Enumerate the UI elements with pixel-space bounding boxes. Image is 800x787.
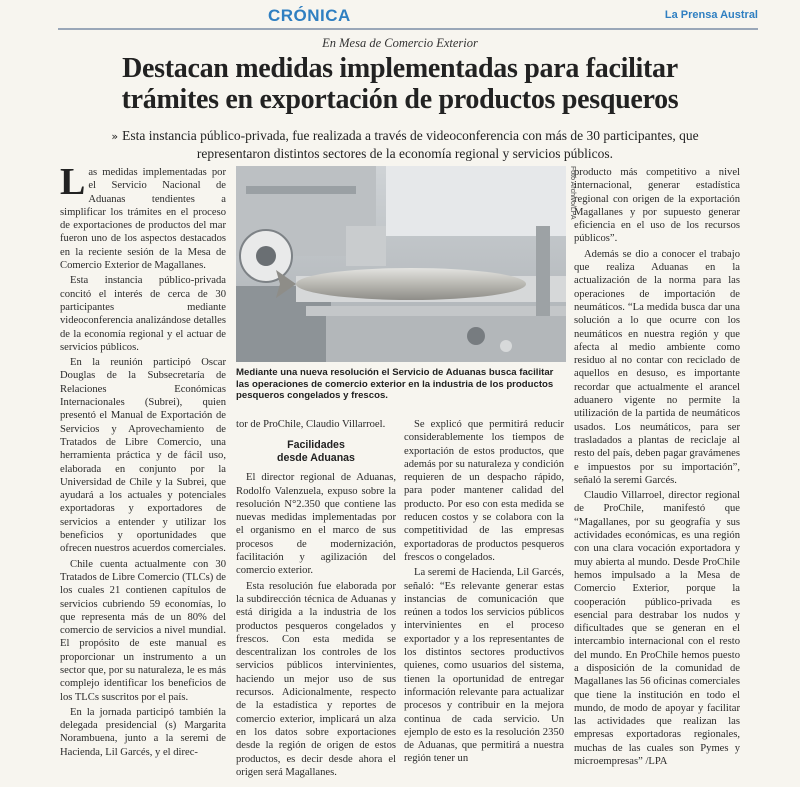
paragraph: Esta instancia público-privada concitó el interés de cerca de 30 participantes mediante videoconferencia analizándose detalles de la economía regional y el actuar de servicios públicos. [60,275,226,353]
column-1 [60,166,226,781]
article-photo [236,166,566,362]
section-title: CRÓNICA [268,6,351,25]
subheading [236,439,396,465]
fish-processing-photo [236,166,566,362]
page-header [58,6,758,30]
column-4 [574,166,740,781]
paragraph: Esta resolución fue elaborada por la subdirección técnica de Aduanas y está dirigida a la industria de los productos pesqueros congelados y frescos. Con esta medida se descentralizan los controles de los servicios públicos intervinientes, haciendo un mejor uso de sus recursos. Adicionalmente, respecto de la estadística y reportes de comercio exterior, implicará un alza en los datos sobre exportaciones desde la región de origen de estos productos, es decir desde ahora el origen será Magallanes. [236,580,396,778]
column-3 [404,418,564,783]
subheading-line-2: desde Aduanas [277,452,355,465]
subheading-line-1: Facilidades [287,439,345,452]
paragraph: La seremi de Hacienda, Lil Garcés, señaló: “Es relevante generar estas instancias de comunicación que reúnen a todos los servicios públicos intervinientes en el proceso exportador y a los representantes de los distintos sectores productivos quienes, como usuarios del sistema, tienen la oportunidad de entregar información relevante para actualizar procesos y contribuir en la mejora continua de cada servicio. Un ejemplo de esto es la resolución 2350 de Aduanas, que permitirá a nuestra región tener un [404,567,564,765]
paragraph: Se explicó que permitirá reducir considerablemente los tiempos de exportación de estos productos, que además por su naturaleza y condición requieren de un despacho rápido, para poder mantener calidad del producto. Por eso con esta medida se reducen costos y se colabora con la competitividad de las empresas exportadoras de productos pesqueros frescos o congelados. [404,419,564,563]
headline [60,53,740,115]
paragraph: En la reunión participó Oscar Douglas de la Subsecretaría de Relaciones Económicas Internacionales (Subrei), quien presentó el Manual de Exportación de Servicios y Aprovechamiento de Tratados de Libre Comercio, una herramienta práctica y de fácil uso, elaborada en conjunto por la Universidad de Chile y la Subrei, que ayudará a los actuales y potenciales exportadoras y exportadores de servicios a entender y utilizar los beneficios y oportunidades que ofrecen nuestros acuerdos comerciales. [60,357,226,555]
paragraph: Además se dio a conocer el trabajo que realiza Aduanas en la actualización de la norma para las operaciones de importación de neumáticos. “La medida busca dar una solución a lo que ocurre con los neumáticos en nuestra región y que afecta al medio ambiente como residuo al no contar con reciclado de aquellos en desuso, es importante recordar que actualmente el arancel aduanero vigente no permite la utilización de la partida de neumáticos usados. Los neumáticos, para ser trasladados a plantas de reciclaje al resto del país, deben pagar gravámenes e impuestos por su importación”, señaló la seremi Garcés. [574,248,740,486]
photo-credit: Foto Archivo/LPA [569,166,576,220]
photo-caption: Mediante una nueva resolución el Servicio de Aduanas busca facilitar las operaciones de comercio exterior en la industria de los productos pesqueros congelados y frescos. [236,367,554,401]
paragraph: El director regional de Aduanas, Rodolfo Valenzuela, expuso sobre la resolución N°2.350 que contiene las nuevas medidas implementadas por el organismo en el marco de sus procesos de modernización, facilitación y agilización del comercio exterior. [236,472,396,577]
drop-cap: L [60,166,86,203]
kicker: En Mesa de Comercio Exterior [322,36,478,50]
column-2 [236,418,396,783]
double-chevron-icon: » [111,130,119,143]
paragraph: tor de ProChile, Claudio Villarroel. [236,419,386,430]
paragraph: En la jornada participó también la delegada presidencial (s) Margarita Norambuena, junto a la seremi de Hacienda, Lil Garcés, y el direc- [60,706,226,758]
headline-line-1: Destacan medidas implementadas para facilitar [122,53,678,84]
lead-text: Esta instancia público-privada, fue realizada a través de videoconferencia con más de 30 participantes, que representaron distintos sectores de la economía regional y servicios públicos. [122,128,699,161]
paragraph: Claudio Villarroel, director regional de ProChile, manifestó que “Magallanes, por su geografía y sus actividades económicas, es una región con una clara vocación exportadora y muy abierta al mundo. Desde ProChile hemos impulsado a la Mesa de Comercio Exterior, porque la cooperación público-privada es esencial para destrabar los nudos y dificultades que se generan en el intercambio internacional con el resto del mundo. En ProChile hemos puesto a disposición de la comunidad de Magallanes las 56 oficinas comerciales que tiene la institución en todo el mundo, de modo de apoyar y facilitar las actividades que realizan las empresas exportadoras regionales, muchas de las cuales son Pymes y microempresas” /LPA [574,490,740,768]
publication-name: La Prensa Austral [664,9,758,21]
paragraph: as medidas implementadas por el Servicio Nacional de Aduanas tendientes a simplificar los trámites en el proceso de exportaciones de productos del mar fueron uno de los aspectos destacados en la reciente sesión de la Mesa de Comercio Exterior de Magallanes. [60,167,226,272]
headline-line-2: trámites en exportación de productos pesqueros [121,84,679,115]
paragraph: Chile cuenta actualmente con 30 Tratados de Libre Comercio (TLCs) de los cuales 21 contienen capítulos de servicios cubriendo 59 economías, lo que representa más de un 80% del comercio de servicios a nivel mundial. El propósito de este manual es proporcionar un instrumento a un sector que, por su naturaleza, le es más complejo identificar los beneficios de los TLCs suscritos por el país. [60,558,226,703]
paragraph: producto más competitivo a nivel internacional, generar estadística regional con origen de la exportación Magallanes y por supuesto generar eficiencia en el uso de los recursos públicos”. [574,167,740,245]
lead [90,127,720,162]
